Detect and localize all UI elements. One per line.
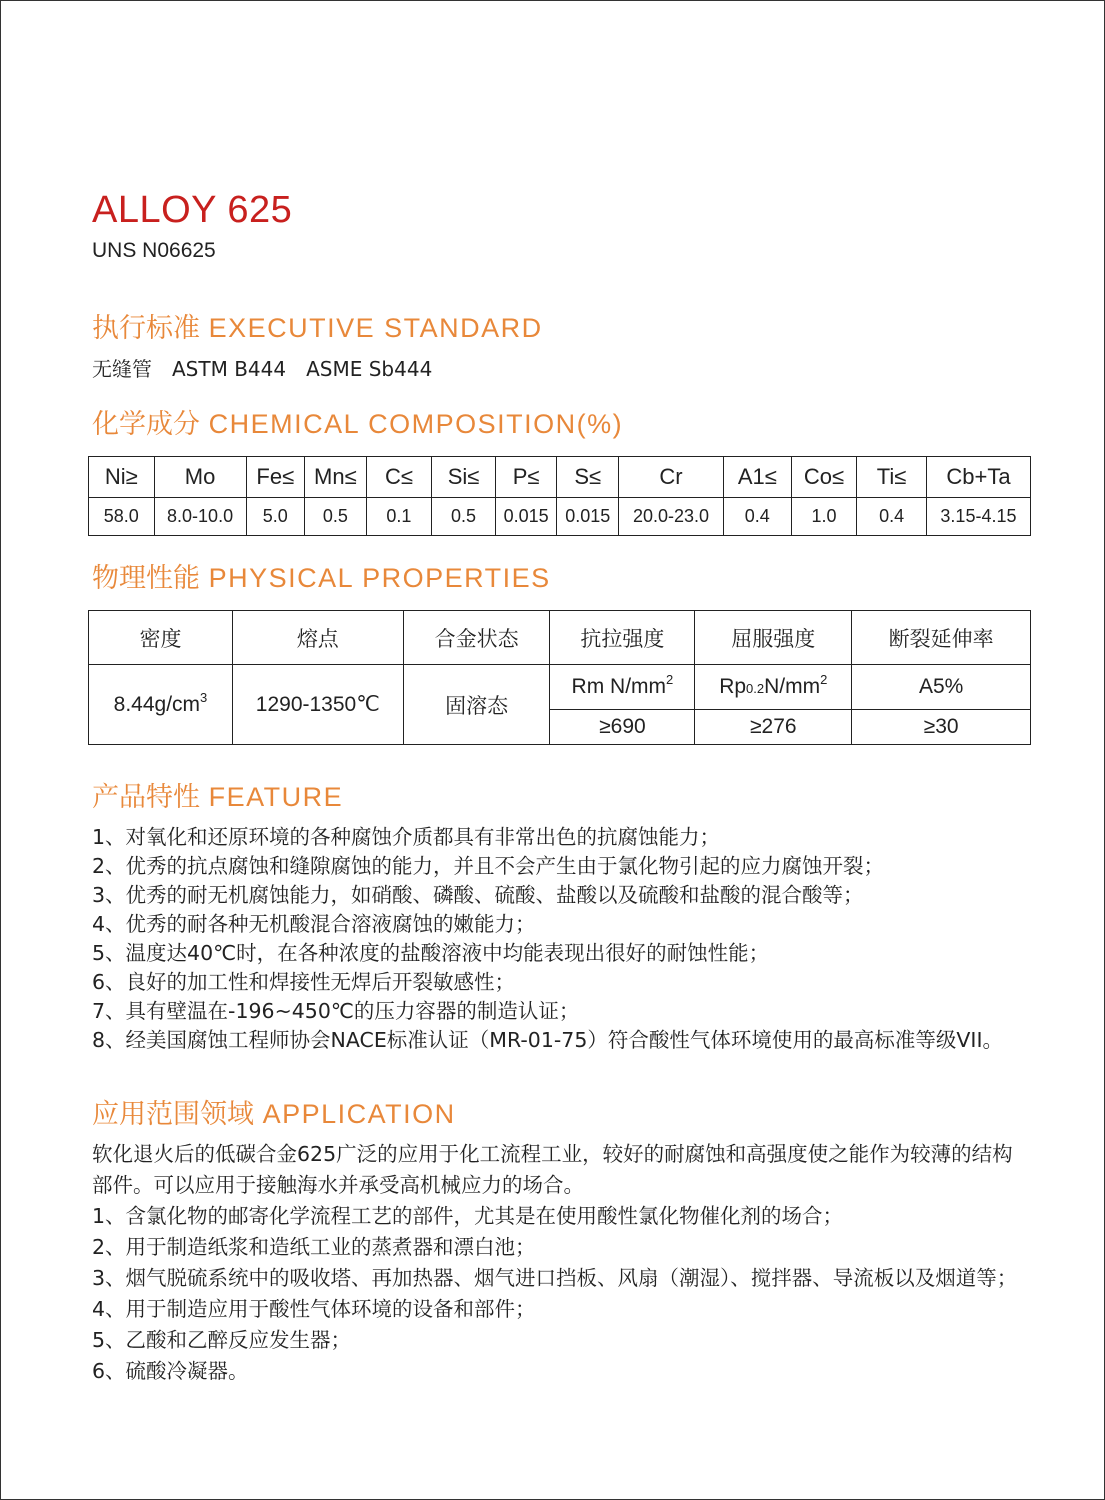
physical-heading-en: PHYSICAL PROPERTIES <box>208 563 551 593</box>
chemical-value-row <box>89 498 1031 536</box>
standard-product: 无缝管 <box>92 357 152 381</box>
chem-value-cell: 0.015 <box>557 498 619 536</box>
chemical-heading-cn: 化学成分 <box>92 409 200 440</box>
standard-heading-cn: 执行标准 <box>92 313 200 344</box>
standard-heading <box>92 311 543 346</box>
application-heading-cn: 应用范围领域 <box>92 1099 254 1130</box>
chem-header-cell: Mn≤ <box>305 457 367 498</box>
chemical-header-row <box>89 457 1031 498</box>
chem-header-cell: Ni≥ <box>89 457 155 498</box>
phys-header-yield: 屈服强度 <box>695 611 852 665</box>
chem-value-cell: 58.0 <box>89 498 155 536</box>
chemical-heading-en: CHEMICAL COMPOSITION(%) <box>208 409 624 439</box>
chem-value-cell: 3.15-4.15 <box>926 498 1030 536</box>
phys-header-state: 合金状态 <box>403 611 550 665</box>
application-item: 6、硫酸冷凝器。 <box>92 1359 249 1383</box>
standard-heading-en: EXECUTIVE STANDARD <box>208 313 543 343</box>
phys-header-elongation: 断裂延伸率 <box>852 611 1031 665</box>
chem-value-cell: 0.1 <box>366 498 432 536</box>
feature-heading-en: FEATURE <box>208 782 344 812</box>
chem-header-cell: A1≤ <box>724 457 792 498</box>
a-value: ≥30 <box>852 710 1031 745</box>
feature-item: 4、优秀的耐各种无机酸混合溶液腐蚀的嫩能力； <box>92 912 536 936</box>
chem-header-cell: Fe≤ <box>246 457 305 498</box>
physical-heading-cn: 物理性能 <box>92 563 200 594</box>
chemical-heading <box>92 407 623 442</box>
chem-header-cell: Cb+Ta <box>926 457 1030 498</box>
application-intro: 软化退火后的低碳合金625广泛的应用于化工流程工业，较好的耐腐蚀和高强度使之能作为较薄的结构部件。可以应用于接触海水并承受高机械应力的场合。 <box>92 1142 1013 1197</box>
chem-value-cell: 0.5 <box>432 498 496 536</box>
chem-value-cell: 0.5 <box>305 498 367 536</box>
product-title: ALLOY 625 <box>92 189 293 231</box>
chem-value-cell: 0.015 <box>495 498 557 536</box>
application-heading <box>92 1097 456 1132</box>
application-item: 3、烟气脱硫系统中的吸收塔、再加热器、烟气进口挡板、风扇（潮湿）、搅拌器、导流板以及烟道等； <box>92 1266 1018 1290</box>
phys-header-melting: 熔点 <box>232 611 403 665</box>
chem-header-cell: C≤ <box>366 457 432 498</box>
rp-value: ≥276 <box>695 710 852 745</box>
physical-header-row <box>89 611 1031 665</box>
physical-unit-row <box>89 665 1031 710</box>
feature-item: 2、优秀的抗点腐蚀和缝隙腐蚀的能力，并且不会产生由于氯化物引起的应力腐蚀开裂； <box>92 854 885 878</box>
a-unit: A5% <box>852 665 1031 710</box>
melting-value: 1290-1350℃ <box>232 665 403 745</box>
state-value: 固溶态 <box>403 665 550 745</box>
feature-heading-cn: 产品特性 <box>92 782 200 813</box>
chem-value-cell: 0.4 <box>857 498 927 536</box>
feature-item: 5、温度达40℃时，在各种浓度的盐酸溶液中均能表现出很好的耐蚀性能； <box>92 941 770 965</box>
feature-heading <box>92 780 343 815</box>
application-list <box>92 1139 1027 1387</box>
phys-header-density: 密度 <box>89 611 233 665</box>
standard-line <box>92 356 452 382</box>
chem-header-cell: Co≤ <box>791 457 857 498</box>
physical-table <box>88 610 1031 745</box>
rm-unit: Rm $N/mm^2$ <box>550 665 695 710</box>
chem-header-cell: S≤ <box>557 457 619 498</box>
application-item: 5、乙酸和乙醉反应发生器； <box>92 1328 352 1352</box>
chem-header-cell: Ti≤ <box>857 457 927 498</box>
chem-header-cell: P≤ <box>495 457 557 498</box>
chem-value-cell: 0.4 <box>724 498 792 536</box>
chem-value-cell: 1.0 <box>791 498 857 536</box>
chem-header-cell: Mo <box>154 457 246 498</box>
feature-item: 1、对氧化和还原环境的各种腐蚀介质都具有非常出色的抗腐蚀能力； <box>92 825 721 849</box>
chemical-table <box>88 456 1031 536</box>
feature-item: 6、良好的加工性和焊接性无焊后开裂敏感性； <box>92 970 516 994</box>
application-item: 1、含氯化物的邮寄化学流程工艺的部件，尤其是在使用酸性氯化物催化剂的场合； <box>92 1204 844 1228</box>
phys-header-tensile: 抗拉强度 <box>550 611 695 665</box>
rm-value: ≥690 <box>550 710 695 745</box>
chem-header-cell: Cr <box>619 457 724 498</box>
uns-number: UNS N06625 <box>92 239 216 262</box>
chem-header-cell: Si≤ <box>432 457 496 498</box>
physical-heading <box>92 561 551 596</box>
density-value: $8.44g/cm^3$ <box>89 665 233 745</box>
chem-value-cell: 8.0-10.0 <box>154 498 246 536</box>
feature-list <box>92 823 1052 1055</box>
rp-unit: $Rp0.2N/mm^2$ <box>695 665 852 710</box>
feature-item: 8、经美国腐蚀工程师协会NACE标准认证（MR-01-75）符合酸性气体环境使用的最高标准等级VII。 <box>92 1028 1003 1052</box>
chem-value-cell: 20.0-23.0 <box>619 498 724 536</box>
feature-item: 7、具有壁温在-196~450℃的压力容器的制造认证； <box>92 999 580 1023</box>
chem-value-cell: 5.0 <box>246 498 305 536</box>
feature-item: 3、优秀的耐无机腐蚀能力，如硝酸、磷酸、硫酸、盐酸以及硫酸和盐酸的混合酸等； <box>92 883 864 907</box>
application-item: 4、用于制造应用于酸性气体环境的设备和部件； <box>92 1297 536 1321</box>
standard-asme: ASME Sb444 <box>306 357 433 381</box>
application-heading-en: APPLICATION <box>262 1099 456 1129</box>
standard-astm: ASTM B444 <box>172 357 287 381</box>
application-item: 2、用于制造纸浆和造纸工业的蒸煮器和漂白池； <box>92 1235 536 1259</box>
